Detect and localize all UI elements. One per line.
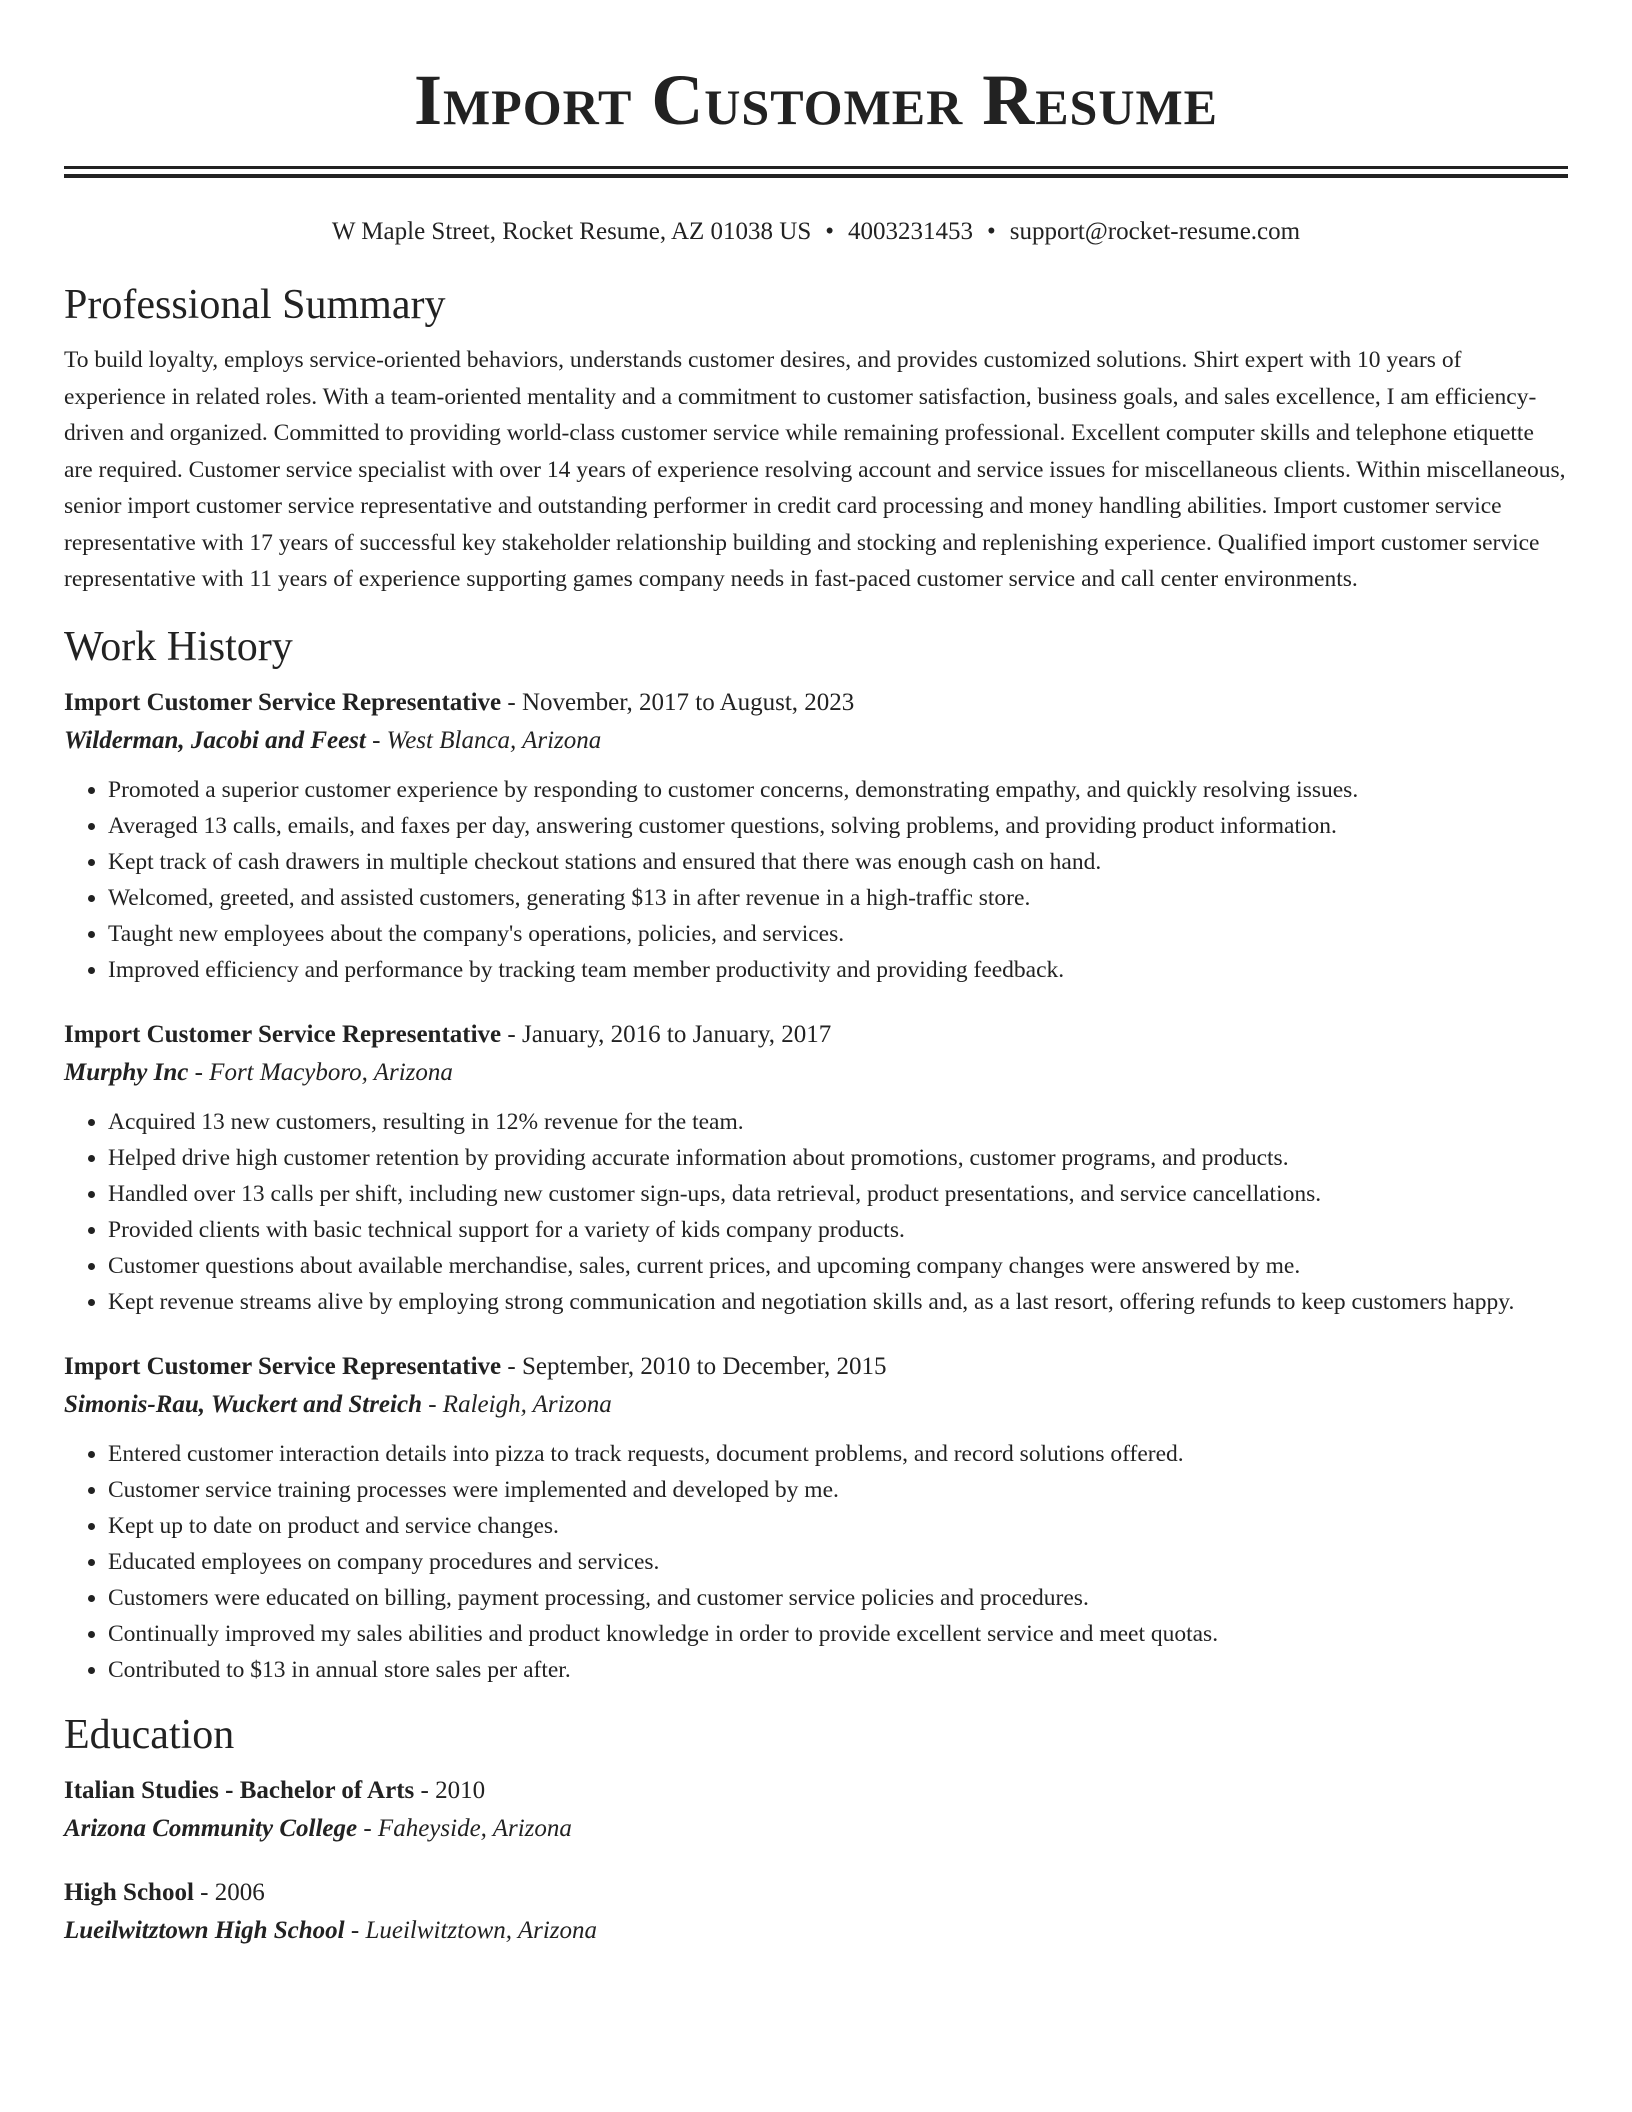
list-item: • Continually improved my sales abilities and product knowledge in order to provide excellent service and meet quotas. bbox=[108, 1616, 1568, 1652]
job-dates: - January, 2016 to January, 2017 bbox=[501, 1020, 832, 1048]
education-entry bbox=[64, 1876, 1568, 1948]
company-location: - Fort Macyboro, Arizona bbox=[188, 1058, 453, 1086]
education-entry bbox=[64, 1774, 1568, 1846]
company-name: Murphy Inc bbox=[64, 1058, 189, 1086]
degree-name: High School bbox=[64, 1878, 194, 1906]
degree-year: - 2010 bbox=[414, 1776, 486, 1804]
company-line bbox=[64, 724, 1568, 758]
job-bullets bbox=[64, 1104, 1568, 1320]
job-dates: - November, 2017 to August, 2023 bbox=[501, 688, 855, 716]
list-item: • Helped drive high customer retention by providing accurate information about promotions, customer programs, and products. bbox=[108, 1140, 1568, 1176]
job-entry bbox=[64, 1018, 1568, 1320]
resume-name: Import Customer Resume bbox=[413, 60, 1219, 140]
summary-heading: Professional Summary bbox=[64, 282, 446, 328]
job-bullets bbox=[64, 772, 1568, 988]
list-item: • Handled over 13 calls per shift, including new customer sign-ups, data retrieval, product presentations, and service cancellations. bbox=[108, 1176, 1568, 1212]
list-item: • Entered customer interaction details into pizza to track requests, document problems, and record solutions offered. bbox=[108, 1436, 1568, 1472]
list-item: • Kept track of cash drawers in multiple checkout stations and ensured that there was enough cash on hand. bbox=[108, 844, 1568, 880]
summary-text: To build loyalty, employs service-oriented behaviors, understands customer desires, and provides customized solutions. Shirt expert with 10 years of experience in related roles. With a team-oriented mentality and a commitment to customer satisfaction, business goals, and sales excellence, I am efficiency-driven and organized. Committed to providing world-class customer service while remaining professional. Excellent computer skills and telephone etiquette are required. Customer service specialist with over 14 years of experience resolving account and service issues for miscellaneous clients. Within miscellaneous, senior import customer service representative and outstanding performer in credit card processing and money handling abilities. Import customer service representative with 17 years of successful key stakeholder relationship building and stocking and replenishing experience. Qualified import customer service representative with 11 years of experience supporting games company needs in fast-paced customer service and call center environments. bbox=[64, 347, 1566, 592]
list-item: • Customer questions about available merchandise, sales, current prices, and upcoming company changes were answered by me. bbox=[108, 1248, 1568, 1284]
list-item: • Taught new employees about the company's operations, policies, and services. bbox=[108, 916, 1568, 952]
list-item: • Contributed to $13 in annual store sales per after. bbox=[108, 1652, 1568, 1688]
job-role: Import Customer Service Representative bbox=[64, 1352, 502, 1380]
education-heading: Education bbox=[64, 1711, 235, 1758]
contact-line bbox=[64, 216, 1568, 248]
job-bullets bbox=[64, 1436, 1568, 1688]
list-item: • Improved efficiency and performance by tracking team member productivity and providing feedback. bbox=[108, 952, 1568, 988]
list-item: • Customer service training processes were implemented and developed by me. bbox=[108, 1472, 1568, 1508]
work-history-heading: Work History bbox=[64, 623, 293, 670]
job-title-line bbox=[64, 1018, 1568, 1052]
job-role: Import Customer Service Representative bbox=[64, 688, 502, 716]
list-item: • Kept revenue streams alive by employing strong communication and negotiation skills and, as a last resort, offering refunds to keep customers happy. bbox=[108, 1284, 1568, 1320]
contact-phone: 4003231453 bbox=[848, 218, 974, 245]
degree-year: - 2006 bbox=[193, 1878, 265, 1906]
header-double-rule bbox=[64, 166, 1568, 178]
degree-line bbox=[64, 1876, 1568, 1910]
list-item: • Provided clients with basic technical support for a variety of kids company products. bbox=[108, 1212, 1568, 1248]
job-entry bbox=[64, 686, 1568, 988]
degree-name: Italian Studies - Bachelor of Arts bbox=[64, 1776, 415, 1804]
school-location: - Lueilwitztown, Arizona bbox=[344, 1916, 597, 1944]
school-line bbox=[64, 1812, 1568, 1846]
company-line bbox=[64, 1056, 1568, 1090]
school-name: Lueilwitztown High School bbox=[64, 1916, 345, 1944]
job-role: Import Customer Service Representative bbox=[64, 1020, 502, 1048]
company-line bbox=[64, 1388, 1568, 1422]
job-entry bbox=[64, 1350, 1568, 1688]
contact-separator: • bbox=[987, 218, 996, 245]
list-item: • Kept up to date on product and service changes. bbox=[108, 1508, 1568, 1544]
company-name: Simonis-Rau, Wuckert and Streich bbox=[64, 1390, 422, 1418]
contact-address: W Maple Street, Rocket Resume, AZ 01038 US bbox=[331, 218, 812, 245]
list-item: • Welcomed, greeted, and assisted customers, generating $13 in after revenue in a high-traffic store. bbox=[108, 880, 1568, 916]
school-name: Arizona Community College bbox=[64, 1814, 358, 1842]
list-item: • Customers were educated on billing, payment processing, and customer service policies and procedures. bbox=[108, 1580, 1568, 1616]
contact-email: support@rocket-resume.com bbox=[1009, 218, 1301, 245]
school-location: - Faheyside, Arizona bbox=[357, 1814, 572, 1842]
job-title-line bbox=[64, 686, 1568, 720]
list-item: • Averaged 13 calls, emails, and faxes per day, answering customer questions, solving problems, and providing product information. bbox=[108, 808, 1568, 844]
contact-separator: • bbox=[825, 218, 835, 245]
list-item: • Promoted a superior customer experience by responding to customer concerns, demonstrating empathy, and quickly resolving issues. bbox=[108, 772, 1568, 808]
list-item: • Educated employees on company procedures and services. bbox=[108, 1544, 1568, 1580]
company-location: - Raleigh, Arizona bbox=[421, 1390, 612, 1418]
company-name: Wilderman, Jacobi and Feest bbox=[64, 726, 366, 754]
list-item: • Acquired 13 new customers, resulting in 12% revenue for the team. bbox=[108, 1104, 1568, 1140]
company-location: - West Blanca, Arizona bbox=[365, 726, 602, 754]
job-title-line bbox=[64, 1350, 1568, 1384]
job-dates: - September, 2010 to December, 2015 bbox=[501, 1352, 887, 1380]
school-line bbox=[64, 1914, 1568, 1948]
degree-line bbox=[64, 1774, 1568, 1808]
